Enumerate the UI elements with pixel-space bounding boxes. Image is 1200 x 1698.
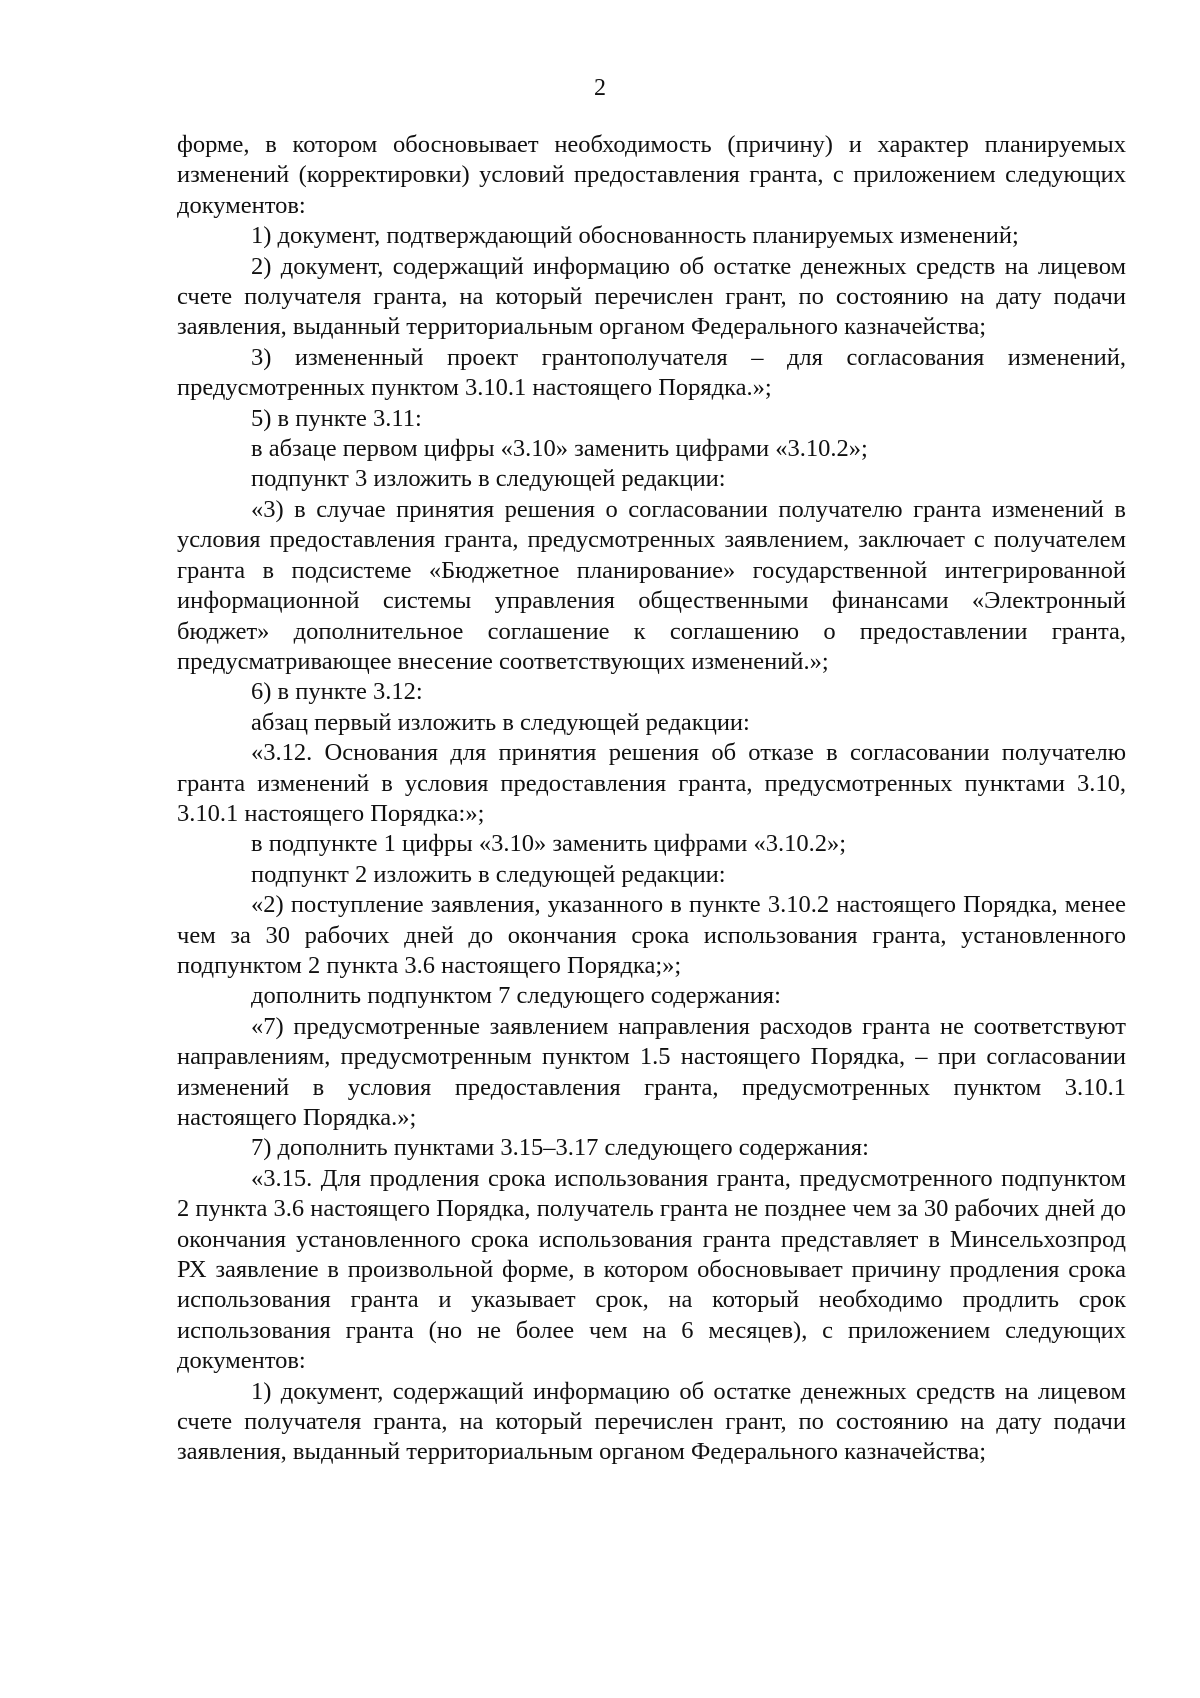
paragraph: «3.12. Основания для принятия решения об отказе в согласовании получателю гранта изменений в условия предоставления гранта, предусмотренных пунктами 3.10, 3.10.1 настоящего Порядка:»; (177, 739, 1126, 827)
paragraph: «7) предусмотренные заявлением направления расходов гранта не соответствуют направлениям, предусмотренным пунктом 1.5 настоящего Порядка, – при согласовании изменений в условия предоставления гранта, предусмотренных пунктом 3.10.1 настоящего Порядка.»; (177, 1012, 1126, 1131)
paragraph: дополнить подпунктом 7 следующего содержания: (251, 982, 781, 1010)
page-number: 2 (594, 75, 606, 101)
paragraph: 1) документ, содержащий информацию об остатке денежных средств на лицевом счете получателя гранта, на который перечислен грант, по состоянию на дату подачи заявления, выданный территориальным органом Федерального казначейства; (177, 1377, 1126, 1466)
paragraph: 3) измененный проект грантополучателя – для согласования изменений, предусмотренных пунктом 3.10.1 настоящего Порядка.»; (177, 343, 1126, 402)
paragraph: 1) документ, подтверждающий обоснованность планируемых изменений; (251, 222, 1019, 250)
paragraph: «2) поступление заявления, указанного в пункте 3.10.2 настоящего Порядка, менее чем за 30 рабочих дней до окончания срока использования гранта, установленного подпунктом 2 пункта 3.6 настоящего Порядка;»; (177, 891, 1126, 979)
paragraph: в абзаце первом цифры «3.10» заменить цифрами «3.10.2»; (251, 435, 868, 463)
paragraph: форме, в котором обосновывает необходимость (причину) и характер планируемых изменений (корректировки) условий предоставления гранта, с приложением следующих документов: (177, 131, 1126, 219)
paragraph: 2) документ, содержащий информацию об остатке денежных средств на лицевом счете получателя гранта, на который перечислен грант, по состоянию на дату подачи заявления, выданный территориальным органом Федерального казначейства; (177, 252, 1126, 341)
paragraph: 6) в пункте 3.12: (251, 678, 423, 706)
document-body (177, 130, 1126, 1468)
paragraph: 7) дополнить пунктами 3.15–3.17 следующего содержания: (251, 1134, 869, 1162)
paragraph: абзац первый изложить в следующей редакции: (251, 708, 750, 736)
paragraph: в подпункте 1 цифры «3.10» заменить цифрами «3.10.2»; (251, 830, 847, 858)
paragraph: подпункт 2 изложить в следующей редакции: (251, 860, 726, 888)
paragraph: подпункт 3 изложить в следующей редакции: (251, 465, 726, 493)
paragraph: 5) в пункте 3.11: (251, 404, 422, 432)
paragraph: «3) в случае принятия решения о согласовании получателю гранта изменений в условия предоставления гранта, предусмотренных заявлением, заключает с получателем гранта в подсистеме «Бюджетное планирование» государственной интегрированной информационной системы управления общественными финансами «Электронный бюджет» дополнительное соглашение к соглашению о предоставлении гранта, предусматривающее внесение соответствующих изменений.»; (177, 495, 1126, 675)
paragraph: «3.15. Для продления срока использования гранта, предусмотренного подпунктом 2 пункта 3.6 настоящего Порядка, получатель гранта не позднее чем за 30 рабочих дней до окончания установленного срока использования гранта представляет в Минсельхозпрод РХ заявление в произвольной форме, в котором обосновывает причину продления срока использования гранта и указывает срок, на который необходимо продлить срок использования гранта (но не более чем на 6 месяцев), с приложением следующих документов: (177, 1164, 1126, 1375)
